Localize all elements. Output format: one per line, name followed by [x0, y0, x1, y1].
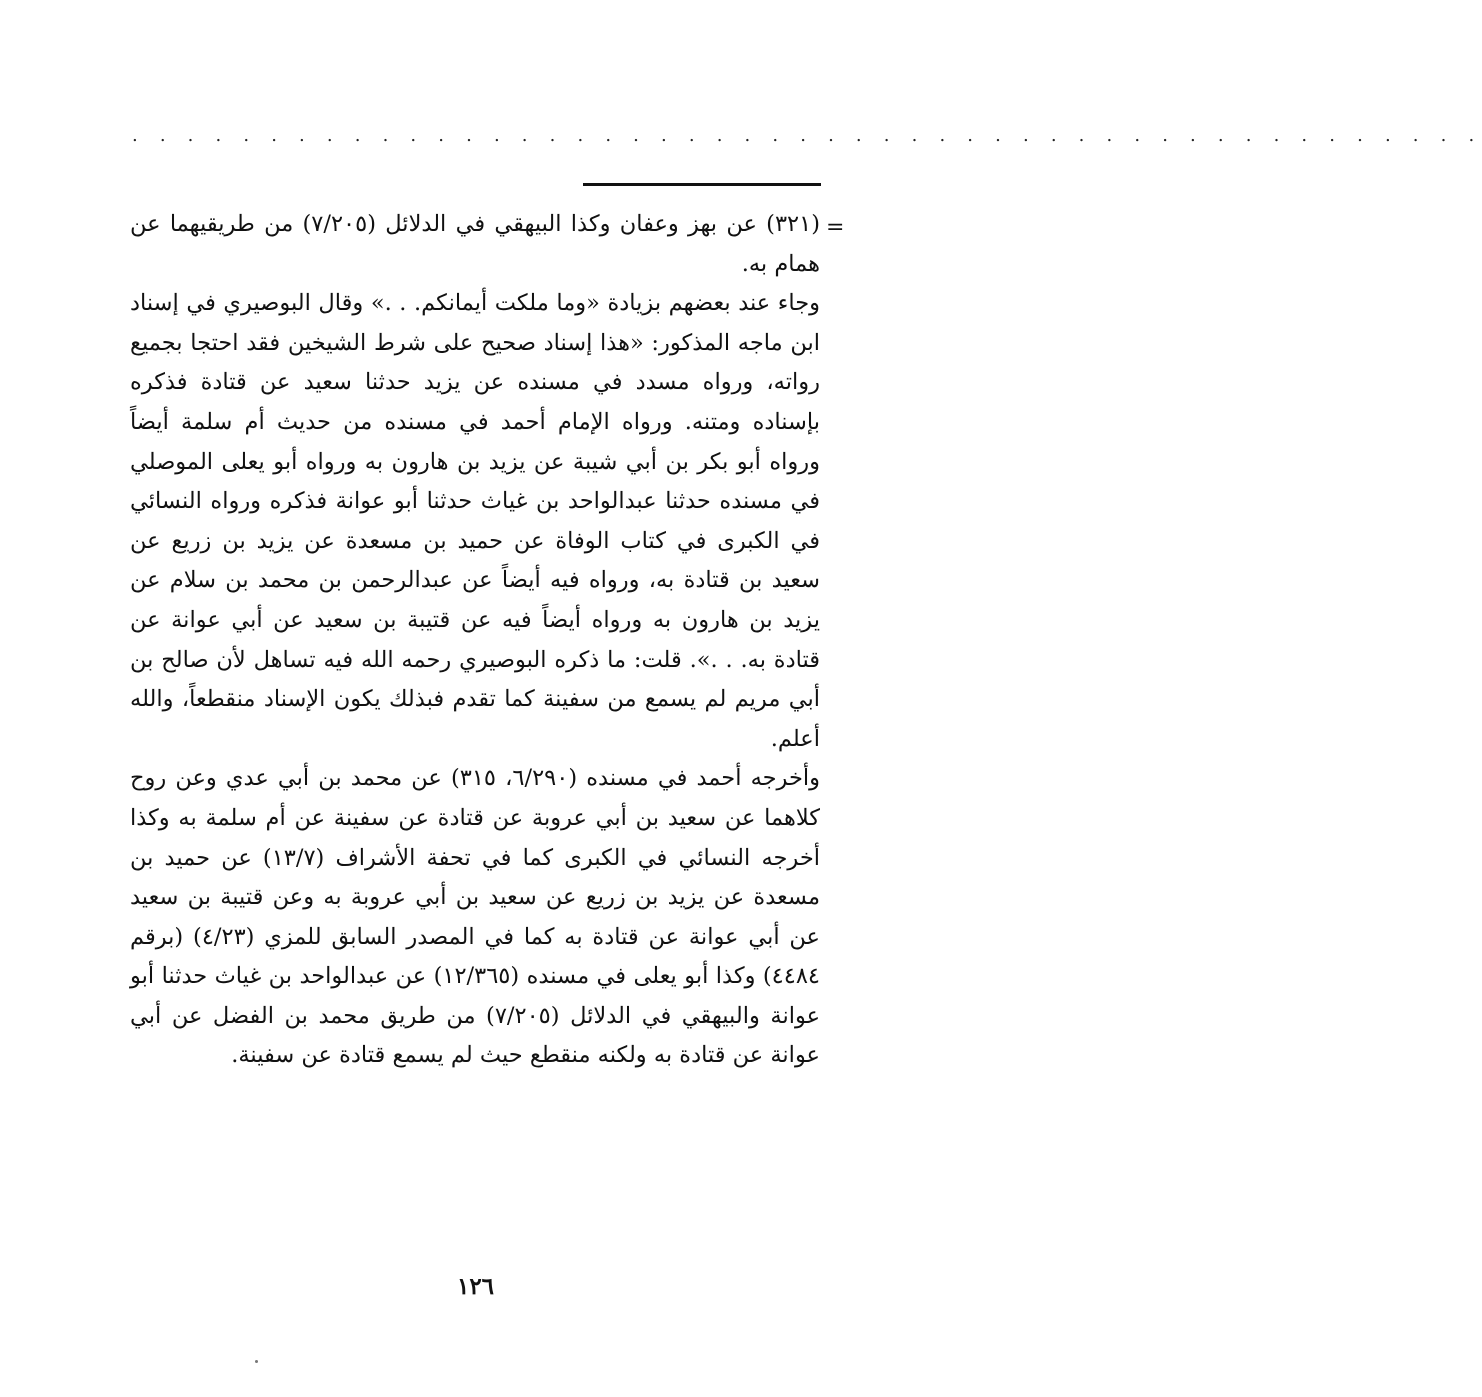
scan-speck: [255, 1360, 258, 1363]
footnote-body: [130, 205, 820, 1076]
continuation-mark: =: [826, 215, 845, 240]
footnote-paragraph-2: وجاء عند بعضهم بزيادة «وما ملكت أيمانكم. . .» وقال البوصيري في إسناد ابن ماجه المذكور: «هذا إسناد صحيح على شرط الشيخين فقد احتجا بجميع رواته، ورواه مسدد في مسنده عن يزيد حدثنا سعيد عن قتادة فذكره بإسناده ومتنه. ورواه الإمام أحمد في مسنده من حديث أم سلمة أيضاً ورواه أبو بكر بن أبي شيبة عن يزيد بن هارون به ورواه أبو يعلى الموصلي في مسنده حدثنا عبدالواحد بن غياث حدثنا أبو عوانة فذكره ورواه النسائي في الكبرى في كتاب الوفاة عن حميد بن مسعدة عن يزيد بن زريع عن سعيد بن قتادة به، ورواه فيه أيضاً عن عبدالرحمن بن محمد بن سلام عن يزيد بن هارون به ورواه أيضاً فيه عن قتيبة بن سعيد عن أبي عوانة عن قتادة به. . .». قلت: ما ذكره البوصيري رحمه الله فيه تساهل لأن صالح بن أبي مريم لم يسمع من سفينة كما تقدم فبذلك يكون الإسناد منقطعاً، والله أعلم.: [130, 290, 820, 752]
dot-leader-line: . . . . . . . . . . . . . . . . . . . . . . . . . . . . . . . . . . . . . . . . . . . . . . . . .: [132, 125, 1482, 146]
page-number: ١٢٦: [456, 1273, 495, 1300]
footnote-paragraph-1: (٣٢١) عن بهز وعفان وكذا البيهقي في الدلائل (٧/٢٠٥) من طريقيهما عن همام به.: [130, 211, 820, 277]
footnote-separator-rule: [583, 183, 821, 186]
footnote-paragraph-3: وأخرجه أحمد في مسنده (٦/٢٩٠، ٣١٥) عن محمد بن أبي عدي وعن روح كلاهما عن سعيد بن أبي عروبة عن قتادة عن سفينة عن أم سلمة به وكذا أخرجه النسائي في الكبرى كما في تحفة الأشراف (١٣/٧) عن حميد بن مسعدة عن يزيد بن زريع عن سعيد بن أبي عروبة به وعن قتيبة بن سعيد عن أبي عوانة عن قتادة به كما في المصدر السابق للمزي (٤/٢٣) (برقم ٤٤٨٤) وكذا أبو يعلى في مسنده (١٢/٣٦٥) عن عبدالواحد بن غياث حدثنا أبو عوانة والبيهقي في الدلائل (٧/٢٠٥) من طريق محمد بن الفضل عن أبي عوانة عن قتادة به ولكنه منقطع حيث لم يسمع قتادة عن سفينة.: [130, 765, 821, 1069]
